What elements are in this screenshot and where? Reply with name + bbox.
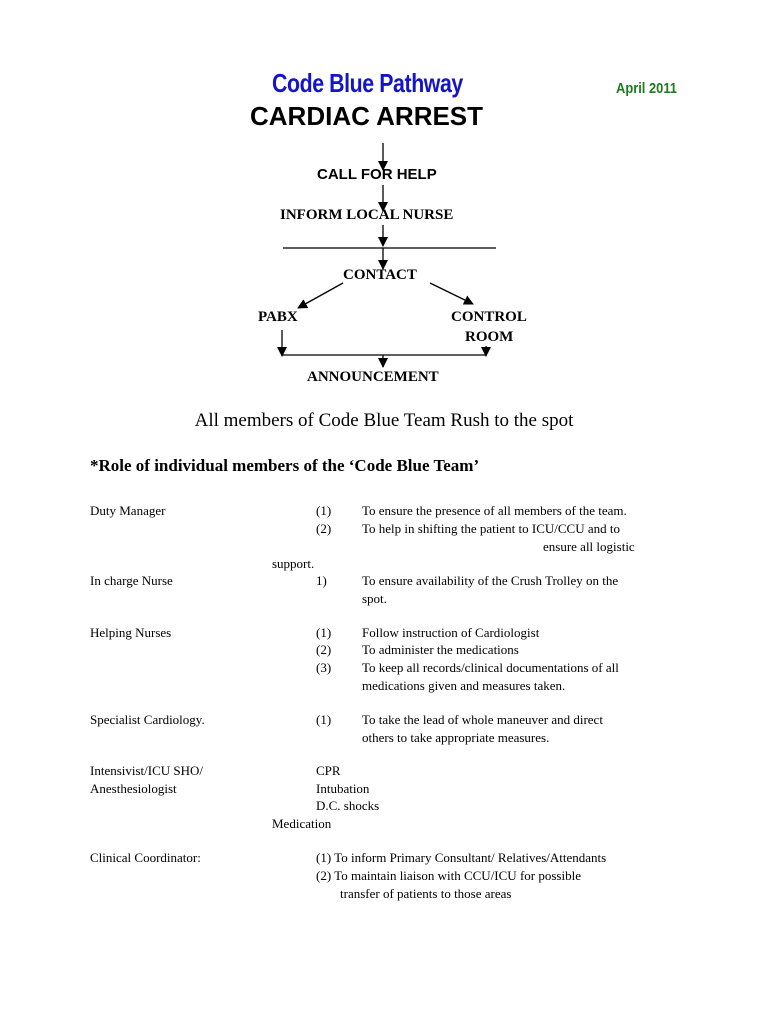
role-item-text: D.C. shocks [316,798,380,813]
rush-heading: All members of Code Blue Team Rush to the spot [194,410,574,431]
role-item-text: Intubation [316,781,370,796]
flow-pabx: PABX [258,309,298,325]
role-name-clinical-coordinator: Clinical Coordinator: [90,850,201,865]
role-item-text: CPR [316,763,341,778]
role-name-specialist-cardiology: Specialist Cardiology. [90,712,205,727]
role-item-number: (1) [316,625,332,640]
role-name-intensivist: Intensivist/ICU SHO/ [90,763,204,778]
role-item-text: To ensure the presence of all members of the team. [362,503,627,518]
document-date: April 2011 [616,80,677,97]
role-item-continuation: medications given and measures taken. [362,678,566,693]
role-item-text: Follow instruction of Cardiologist [362,625,540,640]
role-name-duty-manager: Duty Manager [90,503,166,518]
role-item-text: Medication [272,816,332,831]
role-item-number: (3) [316,660,332,675]
flow-announcement: ANNOUNCEMENT [307,369,439,385]
flow-room: ROOM [465,329,514,345]
role-item-continuation: spot. [362,591,387,606]
role-name-in-charge-nurse: In charge Nurse [90,573,173,588]
role-name-helping-nurses: Helping Nurses [90,625,172,640]
role-item-continuation: transfer of patients to those areas [340,886,512,901]
role-item-text: To keep all records/clinical documentations of all [362,660,619,675]
role-item-continuation: ensure all logistic [543,539,635,554]
document-subtitle: CARDIAC ARREST [250,101,484,131]
roles-heading: *Role of individual members of the ‘Code Blue Team’ [90,456,480,475]
flow-call-for-help: CALL FOR HELP [317,166,437,183]
flowchart-diagram [0,0,768,400]
document-title: Code Blue Pathway [272,68,463,98]
role-item-text: To ensure availability of the Crush Trolley on the [362,573,619,588]
role-item-number: (2) [316,521,332,536]
flow-inform-local-nurse: INFORM LOCAL NURSE [280,207,454,223]
role-item-text: To administer the medications [362,642,519,657]
role-item-text: (2) To maintain liaison with CCU/ICU for possible [316,868,581,883]
flow-contact: CONTACT [343,267,417,283]
arrow-to-control-room [430,283,473,304]
role-item-number: (1) [316,503,332,518]
arrow-to-pabx [298,283,343,308]
role-item-continuation: support. [272,556,315,571]
flow-control: CONTROL [451,309,527,325]
role-item-number: (2) [316,642,332,657]
role-name-anesthesiologist: Anesthesiologist [90,781,177,796]
role-item-continuation: others to take appropriate measures. [362,730,550,745]
role-item-number: 1) [316,573,327,588]
role-item-text: (1) To inform Primary Consultant/ Relatives/Attendants [316,850,607,865]
role-item-text: To take the lead of whole maneuver and direct [362,712,603,727]
role-item-number: (1) [316,712,332,727]
role-item-text: To help in shifting the patient to ICU/CCU and to [362,521,620,536]
